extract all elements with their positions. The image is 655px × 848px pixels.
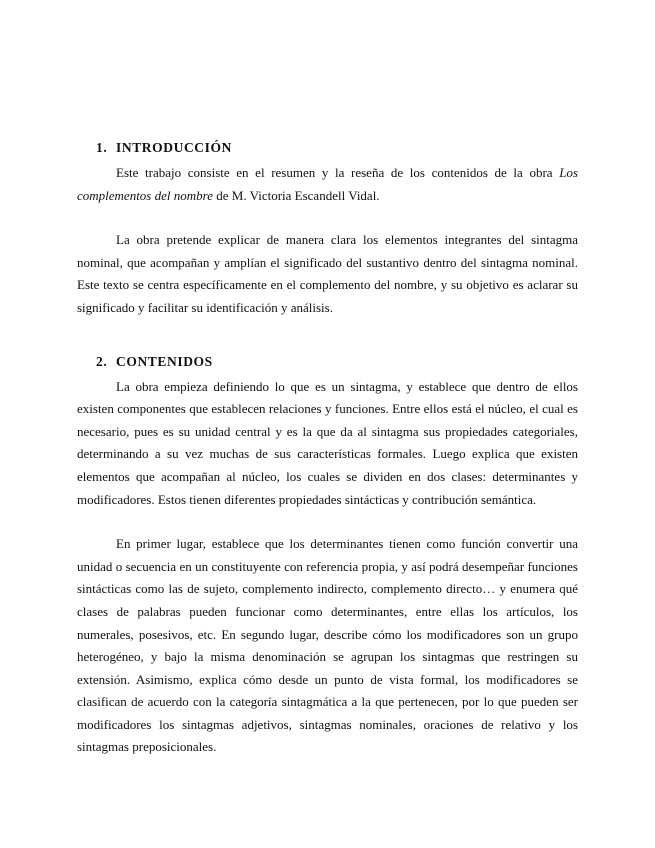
intro-paragraph-1 xyxy=(77,162,578,207)
section-gap-2 xyxy=(77,332,578,354)
intro-p1-text-end: de M. Victoria Escandell Vidal. xyxy=(213,187,380,203)
book-title: Los complementos del nombre xyxy=(77,165,578,203)
section-heading-introduccion xyxy=(96,140,578,156)
section-number: 2. xyxy=(96,353,108,369)
section-title: INTRODUCCIÓN xyxy=(116,140,232,155)
intro-p1-text-start: Este trabajo consiste en el resumen y la reseña de los contenidos de la obra xyxy=(116,165,560,180)
paragraph-gap xyxy=(77,511,578,533)
section-gap xyxy=(77,320,578,332)
document-page xyxy=(77,140,578,759)
section-number: 1. xyxy=(96,140,108,155)
section-title: CONTENIDOS xyxy=(116,353,213,369)
paragraph-gap xyxy=(77,207,578,229)
section-heading-contenidos xyxy=(96,354,578,370)
contenidos-paragraph-1: La obra empieza definiendo lo que es un sintagma, y establece que dentro de ellos existen componentes que establecen relaciones y funciones. Entre ellos está el núcleo, el cual es necesario, pues es su unidad central y es la que da al sintagma sus propiedades categoriales, determinando a su vez muchas de sus características formales. Luego explica que existen elementos que acompañan al núcleo, los cuales se dividen en dos clases: determinantes y modificadores. Estos tienen diferentes propiedades sintácticas y contribución semántica. xyxy=(77,378,578,507)
intro-paragraph-2: La obra pretende explicar de manera clara los elementos integrantes del sintagma nominal, que acompañan y amplían el significado del sustantivo dentro del sintagma nominal. Este texto se centra específicamente en el complemento del nombre, y su objetivo es aclarar su significado y facilitar su identificación y análisis. xyxy=(77,232,578,315)
contenidos-paragraph-2: En primer lugar, establece que los determinantes tienen como función convertir una unidad o secuencia en un constituyente con referencia propia, y así podrá desempeñar funciones sintácticas como las de sujeto, complemento indirecto, complemento directo… y enumera qué clases de palabras pueden funcionar como determinantes, entre ellas los artículos, los numerales, posesivos, etc. En segundo lugar, describe cómo los modificadores son un grupo heterogéneo, y bajo la misma denominación se agrupan los sintagmas que restringen su extensión. Asimismo, explica cómo desde un punto de vista formal, los modificadores se clasifican de acuerdo con la categoría sintagmática a la que pertenecen, por lo que pueden ser modificadores los sintagmas adjetivos, sintagmas nominales, oraciones de relativo y los sintagmas preposicionales. xyxy=(77,536,578,755)
